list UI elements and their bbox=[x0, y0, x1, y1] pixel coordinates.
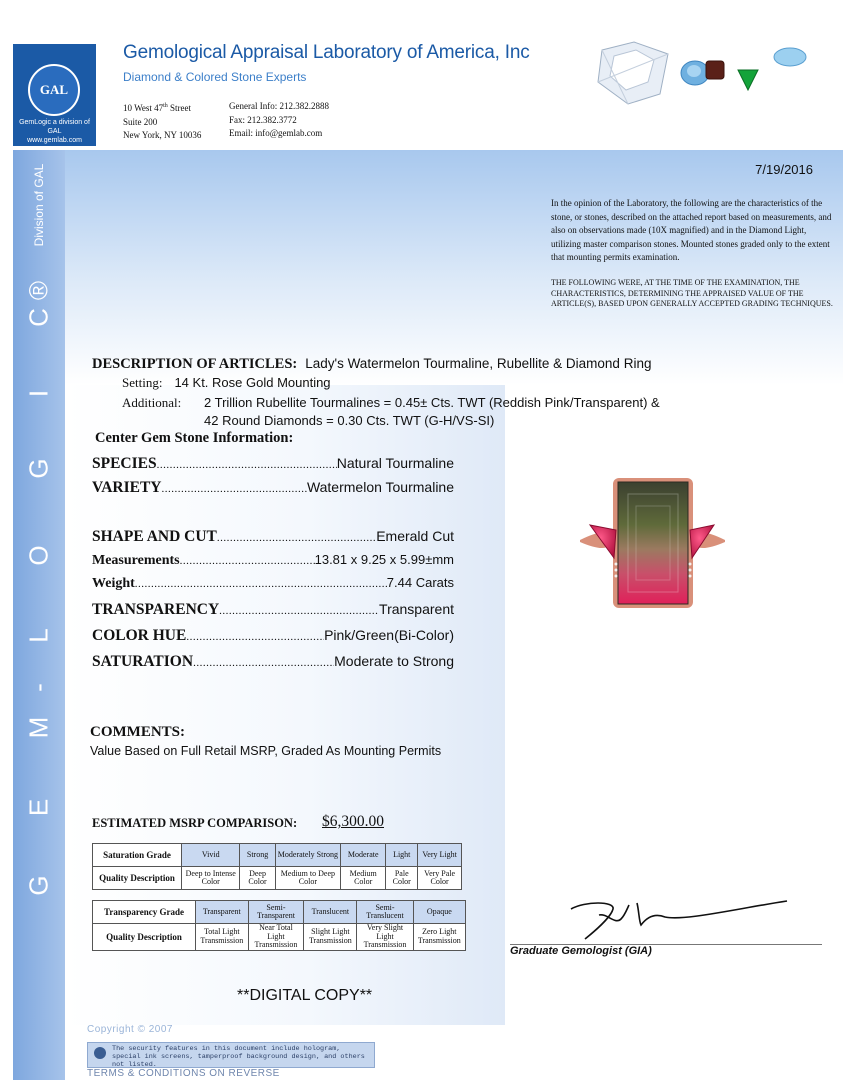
color-hue-row bbox=[92, 627, 454, 645]
table-cell: Moderate bbox=[341, 844, 386, 867]
table-cell: Semi-Translucent bbox=[357, 901, 413, 924]
table-cell: Medium to Deep Color bbox=[275, 867, 341, 890]
topaz-gem-image bbox=[772, 46, 808, 68]
side-band-registered: ® bbox=[23, 280, 54, 301]
terms-notice: TERMS & CONDITIONS ON REVERSE bbox=[87, 1068, 280, 1079]
division-label: Division of GAL bbox=[32, 163, 46, 247]
table-cell: Transparent bbox=[196, 901, 249, 924]
logo-caption bbox=[13, 118, 96, 145]
contact-email: Email: info@gemlab.com bbox=[229, 128, 323, 138]
measurements-row bbox=[92, 552, 454, 569]
side-band-letter: L bbox=[23, 628, 54, 643]
transparency-row bbox=[92, 601, 454, 619]
lab-contact bbox=[229, 100, 329, 141]
table-cell: Pale Color bbox=[386, 867, 418, 890]
msrp-value: $6,300.00 bbox=[322, 813, 384, 830]
side-band-letter: G bbox=[23, 458, 54, 479]
shape-value: Emerald Cut bbox=[376, 528, 454, 544]
side-band-letter: C bbox=[23, 308, 54, 327]
description-label: DESCRIPTION OF ARTICLES: bbox=[92, 356, 298, 372]
table-cell: Deep to Intense Color bbox=[182, 867, 240, 890]
side-band-letter: M bbox=[23, 716, 54, 739]
side-band-letter: G bbox=[23, 875, 54, 896]
weight-value: 7.44 Carats bbox=[386, 575, 454, 590]
table-cell: Translucent bbox=[304, 901, 357, 924]
species-label: SPECIES bbox=[92, 455, 157, 472]
additional-row bbox=[122, 394, 181, 412]
table-cell: Semi-Transparent bbox=[248, 901, 304, 924]
table-header-cell: Saturation Grade bbox=[93, 844, 182, 867]
emerald-gem-image bbox=[736, 66, 760, 92]
side-band-letter: E bbox=[23, 798, 54, 817]
address-street-suffix: Street bbox=[167, 103, 192, 113]
logo-caption-website: www.gemlab.com bbox=[27, 137, 82, 144]
weight-row bbox=[92, 575, 454, 592]
logo-caption-division: GemLogic a division of GAL bbox=[19, 119, 90, 135]
table-cell: Total Light Transmission bbox=[196, 924, 249, 951]
handwritten-signature bbox=[555, 895, 795, 945]
leader-dots bbox=[135, 578, 387, 590]
lab-name: Gemological Appraisal Laboratory of America, Inc bbox=[123, 42, 530, 63]
additional-line-2: 42 Round Diamonds = 0.30 Cts. TWT (G-H/VS-SI) bbox=[204, 413, 495, 428]
characteristics-statement: THE FOLLOWING WERE, AT THE TIME OF THE EXAMINATION, THE CHARACTERISTICS, DETERMINING THE APPRAISED VALUE OF THE ARTICLE(S), BASED UPON GENERALLY ACCEPTED GRADING TECHNIQUES. bbox=[551, 278, 833, 308]
security-note: The security features in this document include hologram, special ink screens, tamperproof background design, and others not listed. bbox=[112, 1045, 365, 1069]
address-street-sup: th bbox=[163, 103, 168, 109]
leader-dots bbox=[162, 483, 307, 495]
table-header-cell: Transparency Grade bbox=[93, 901, 196, 924]
transparency-label: TRANSPARENCY bbox=[92, 601, 220, 618]
description-value: Lady's Watermelon Tourmaline, Rubellite & Diamond Ring bbox=[305, 356, 652, 371]
leader-dots bbox=[186, 631, 324, 643]
saturation-row bbox=[92, 653, 454, 671]
species-row bbox=[92, 455, 454, 473]
table-header-cell: Quality Description bbox=[93, 867, 182, 890]
table-cell: Moderately Strong bbox=[275, 844, 341, 867]
leader-dots bbox=[180, 555, 315, 567]
variety-label: VARIETY bbox=[92, 479, 162, 496]
gal-logo bbox=[28, 64, 80, 116]
weight-label: Weight bbox=[92, 576, 135, 591]
report-date: 7/19/2016 bbox=[755, 162, 813, 177]
variety-value: Watermelon Tourmaline bbox=[306, 479, 454, 495]
lab-address bbox=[123, 100, 201, 143]
copyright-text: Copyright © 2007 bbox=[87, 1024, 173, 1035]
measurements-label: Measurements bbox=[92, 553, 180, 568]
lab-tagline: Diamond & Colored Stone Experts bbox=[123, 70, 307, 84]
shape-row bbox=[92, 528, 454, 546]
msrp-label: ESTIMATED MSRP COMPARISON: bbox=[92, 816, 298, 830]
transparency-grade-table bbox=[92, 900, 466, 951]
table-cell: Light bbox=[386, 844, 418, 867]
address-street: 10 West 47 bbox=[123, 103, 164, 113]
table-row bbox=[93, 867, 462, 890]
digital-copy-label: **DIGITAL COPY** bbox=[237, 987, 373, 1004]
leader-dots bbox=[219, 605, 379, 617]
side-band-letter: - bbox=[23, 683, 54, 692]
center-gem-heading: Center Gem Stone Information: bbox=[95, 430, 294, 446]
color-hue-label: COLOR HUE bbox=[92, 627, 187, 644]
transparency-value: Transparent bbox=[379, 601, 454, 617]
contact-fax: Fax: 212.382.3772 bbox=[229, 114, 297, 125]
table-header-cell: Quality Description bbox=[93, 924, 196, 951]
table-cell: Medium Color bbox=[341, 867, 386, 890]
shape-label: SHAPE AND CUT bbox=[92, 528, 217, 545]
species-value: Natural Tourmaline bbox=[336, 455, 454, 471]
table-cell: Very Pale Color bbox=[418, 867, 462, 890]
saturation-grade-table bbox=[92, 843, 462, 890]
contact-general: General Info: 212.382.2888 bbox=[229, 101, 329, 111]
comments-text: Value Based on Full Retail MSRP, Graded As Mounting Permits bbox=[90, 744, 442, 758]
leader-dots bbox=[193, 657, 334, 669]
table-cell: Very Slight Light Transmission bbox=[357, 924, 413, 951]
table-cell: Deep Color bbox=[240, 867, 275, 890]
side-band-letter: O bbox=[23, 545, 54, 566]
setting-label: Setting: bbox=[122, 375, 163, 390]
comments-heading: COMMENTS: bbox=[90, 724, 185, 740]
table-cell: Vivid bbox=[182, 844, 240, 867]
side-band-letter: I bbox=[23, 389, 54, 398]
ring-photo bbox=[570, 470, 735, 620]
table-cell: Strong bbox=[240, 844, 275, 867]
variety-row bbox=[92, 479, 454, 497]
leader-dots bbox=[217, 532, 376, 544]
saturation-value: Moderate to Strong bbox=[334, 653, 454, 669]
saturation-label: SATURATION bbox=[92, 653, 194, 670]
header-gradient-band bbox=[65, 150, 843, 385]
garnet-gem-image bbox=[703, 58, 727, 82]
additional-line-1: 2 Trillion Rubellite Tourmalines = 0.45± Cts. TWT (Reddish Pink/Transparent) & bbox=[204, 395, 660, 410]
table-cell: Zero Light Transmission bbox=[413, 924, 465, 951]
color-hue-value: Pink/Green(Bi-Color) bbox=[324, 627, 454, 643]
table-cell: Slight Light Transmission bbox=[304, 924, 357, 951]
table-row bbox=[93, 901, 466, 924]
opinion-statement: In the opinion of the Laboratory, the following are the characteristics of the stone, or stones, described on the attached report based on measurements, and also on observations made (10X magnified) and in the Diamond Light, utilizing master comparison stones. Mounted stones graded only to the extent that mounting permits examination. bbox=[551, 198, 832, 262]
leader-dots bbox=[157, 459, 337, 471]
setting-value: 14 Kt. Rose Gold Mounting bbox=[174, 375, 331, 390]
security-seal-icon bbox=[94, 1047, 106, 1059]
signature-title: Graduate Gemologist (GIA) bbox=[510, 945, 652, 957]
address-city: New York, NY 10036 bbox=[123, 130, 202, 140]
table-cell: Near Total Light Transmission bbox=[248, 924, 304, 951]
table-row bbox=[93, 844, 462, 867]
description-row bbox=[92, 355, 651, 373]
diamond-gem-image bbox=[594, 40, 676, 106]
address-suite: Suite 200 bbox=[123, 116, 158, 127]
additional-label: Additional: bbox=[122, 395, 182, 410]
table-row bbox=[93, 924, 466, 951]
measurements-value: 13.81 x 9.25 x 5.99±mm bbox=[314, 552, 454, 567]
additional-value bbox=[204, 394, 660, 430]
table-cell: Opaque bbox=[413, 901, 465, 924]
table-cell: Very Light bbox=[418, 844, 462, 867]
side-band-division bbox=[13, 150, 65, 260]
logo-text: GAL bbox=[39, 82, 69, 97]
setting-row bbox=[122, 374, 331, 392]
